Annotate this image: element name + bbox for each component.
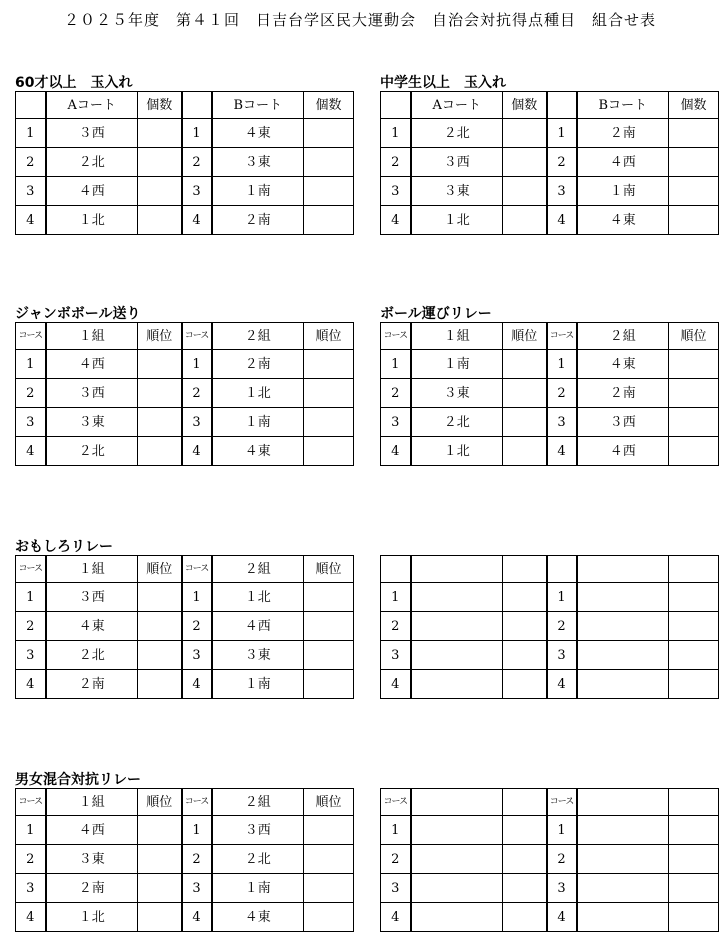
header-cell: [381, 92, 411, 119]
course-number-cell: 3: [16, 177, 46, 206]
team-cell: ４西: [577, 148, 669, 177]
score-cell: [669, 437, 719, 466]
course-number-cell: 4: [16, 437, 46, 466]
header-cell: Bコート: [577, 92, 669, 119]
table-row: [381, 408, 719, 437]
team-cell: [577, 583, 669, 612]
header-cell: コース: [547, 789, 577, 816]
header-cell: Aコート: [46, 92, 138, 119]
course-number-cell: 4: [381, 670, 411, 699]
score-cell: [503, 379, 547, 408]
course-number-cell: 1: [547, 119, 577, 148]
score-cell: [503, 148, 547, 177]
table-row: [16, 874, 354, 903]
header-cell: コース: [182, 556, 212, 583]
table-row: [16, 148, 354, 177]
header-cell: [669, 556, 719, 583]
score-cell: [304, 350, 354, 379]
team-cell: [577, 612, 669, 641]
score-cell: [503, 903, 547, 932]
table-row: [16, 845, 354, 874]
table-row: [381, 379, 719, 408]
team-cell: [411, 903, 503, 932]
pairing-table: [380, 555, 719, 699]
table-row: [381, 119, 719, 148]
course-number-cell: 2: [381, 379, 411, 408]
table-header-row: [381, 556, 719, 583]
header-cell: ２組: [577, 323, 669, 350]
page-title: ２０２５年度 第４１回 日吉台学区民大運動会 自治会対抗得点種目 組合せ表: [63, 11, 656, 29]
course-number-cell: 3: [547, 641, 577, 670]
header-cell: 個数: [503, 92, 547, 119]
score-cell: [138, 874, 182, 903]
score-cell: [138, 148, 182, 177]
score-cell: [138, 206, 182, 235]
team-cell: ２南: [46, 874, 138, 903]
table-header-row: [16, 789, 354, 816]
course-number-cell: 1: [547, 350, 577, 379]
team-cell: [411, 641, 503, 670]
table-row: [381, 816, 719, 845]
table-header-row: [16, 556, 354, 583]
team-cell: ３東: [411, 379, 503, 408]
course-number-cell: 2: [16, 148, 46, 177]
score-cell: [503, 350, 547, 379]
course-number-cell: 2: [182, 379, 212, 408]
score-cell: [304, 816, 354, 845]
header-cell: １組: [46, 556, 138, 583]
score-cell: [304, 148, 354, 177]
table-row: [16, 641, 354, 670]
course-number-cell: 3: [182, 641, 212, 670]
score-cell: [503, 177, 547, 206]
team-cell: ３西: [46, 119, 138, 148]
header-cell: [381, 556, 411, 583]
score-cell: [503, 437, 547, 466]
course-number-cell: 3: [16, 641, 46, 670]
table-row: [381, 874, 719, 903]
table-row: [16, 408, 354, 437]
table-header-row: [381, 789, 719, 816]
course-number-cell: 3: [182, 177, 212, 206]
team-cell: [411, 612, 503, 641]
team-cell: [411, 845, 503, 874]
course-number-cell: 2: [547, 845, 577, 874]
section-title: 男女混合対抗リレー: [15, 772, 141, 788]
course-number-cell: 1: [16, 583, 46, 612]
score-cell: [138, 177, 182, 206]
course-number-cell: 1: [182, 816, 212, 845]
header-cell: 順位: [138, 556, 182, 583]
score-cell: [304, 437, 354, 466]
score-cell: [503, 119, 547, 148]
header-cell: [577, 789, 669, 816]
pairing-table: [380, 788, 719, 932]
course-number-cell: 2: [547, 379, 577, 408]
course-number-cell: 4: [16, 670, 46, 699]
team-cell: [411, 816, 503, 845]
team-cell: １北: [46, 206, 138, 235]
course-number-cell: 3: [547, 177, 577, 206]
team-cell: １南: [212, 670, 304, 699]
header-cell: [411, 789, 503, 816]
score-cell: [138, 119, 182, 148]
table-row: [381, 437, 719, 466]
course-number-cell: 3: [16, 874, 46, 903]
header-cell: [577, 556, 669, 583]
course-number-cell: 3: [381, 641, 411, 670]
score-cell: [669, 816, 719, 845]
course-number-cell: 2: [381, 148, 411, 177]
header-cell: 順位: [669, 323, 719, 350]
table-row: [381, 612, 719, 641]
score-cell: [669, 641, 719, 670]
score-cell: [304, 903, 354, 932]
score-cell: [503, 874, 547, 903]
team-cell: ３東: [46, 845, 138, 874]
course-number-cell: 4: [182, 903, 212, 932]
course-number-cell: 2: [16, 612, 46, 641]
course-number-cell: 4: [547, 670, 577, 699]
header-cell: Aコート: [411, 92, 503, 119]
table-row: [381, 845, 719, 874]
course-number-cell: 1: [381, 583, 411, 612]
team-cell: ４西: [46, 350, 138, 379]
section-title: ジャンボボール送り: [15, 306, 141, 322]
score-cell: [138, 612, 182, 641]
table-row: [16, 612, 354, 641]
course-number-cell: 2: [547, 612, 577, 641]
course-number-cell: 3: [381, 408, 411, 437]
team-cell: ２南: [577, 119, 669, 148]
table-row: [381, 583, 719, 612]
team-cell: ２北: [212, 845, 304, 874]
pairing-table: [15, 555, 354, 699]
team-cell: [577, 670, 669, 699]
team-cell: [577, 641, 669, 670]
score-cell: [669, 206, 719, 235]
score-cell: [503, 612, 547, 641]
table-header-row: [381, 323, 719, 350]
team-cell: ３西: [46, 379, 138, 408]
score-cell: [669, 670, 719, 699]
score-cell: [503, 670, 547, 699]
score-cell: [669, 177, 719, 206]
score-cell: [138, 641, 182, 670]
table-row: [381, 670, 719, 699]
header-cell: 順位: [304, 556, 354, 583]
score-cell: [138, 583, 182, 612]
course-number-cell: 1: [182, 583, 212, 612]
score-cell: [138, 350, 182, 379]
course-number-cell: 1: [381, 350, 411, 379]
score-cell: [669, 845, 719, 874]
table-row: [16, 437, 354, 466]
header-cell: コース: [16, 789, 46, 816]
team-cell: ２南: [46, 670, 138, 699]
header-cell: １組: [46, 323, 138, 350]
team-cell: ４西: [46, 816, 138, 845]
table-header-row: [16, 323, 354, 350]
course-number-cell: 2: [381, 612, 411, 641]
header-cell: コース: [381, 323, 411, 350]
team-cell: ４西: [46, 177, 138, 206]
course-number-cell: 1: [182, 119, 212, 148]
header-cell: コース: [16, 556, 46, 583]
course-number-cell: 4: [16, 903, 46, 932]
score-cell: [304, 408, 354, 437]
team-cell: ３東: [212, 148, 304, 177]
table-row: [16, 903, 354, 932]
header-cell: 個数: [304, 92, 354, 119]
section-title: 60才以上 玉入れ: [15, 75, 133, 91]
course-number-cell: 1: [547, 816, 577, 845]
course-number-cell: 4: [381, 903, 411, 932]
score-cell: [503, 816, 547, 845]
score-cell: [503, 641, 547, 670]
team-cell: ４東: [212, 437, 304, 466]
team-cell: ２北: [46, 148, 138, 177]
header-cell: [547, 556, 577, 583]
course-number-cell: 3: [182, 408, 212, 437]
table-row: [16, 670, 354, 699]
course-number-cell: 4: [182, 437, 212, 466]
header-cell: [503, 789, 547, 816]
pairing-table: [380, 91, 719, 235]
team-cell: [577, 903, 669, 932]
score-cell: [138, 379, 182, 408]
team-cell: ４西: [577, 437, 669, 466]
header-cell: 順位: [138, 789, 182, 816]
team-cell: １南: [212, 874, 304, 903]
course-number-cell: 1: [547, 583, 577, 612]
course-number-cell: 2: [547, 148, 577, 177]
score-cell: [138, 845, 182, 874]
score-cell: [304, 670, 354, 699]
header-cell: 順位: [503, 323, 547, 350]
team-cell: [577, 874, 669, 903]
course-number-cell: 1: [182, 350, 212, 379]
pairing-table: [15, 788, 354, 932]
score-cell: [669, 350, 719, 379]
header-cell: [16, 92, 46, 119]
header-cell: 個数: [138, 92, 182, 119]
team-cell: ４東: [212, 903, 304, 932]
table-header-row: [16, 92, 354, 119]
score-cell: [503, 583, 547, 612]
section-title: おもしろリレー: [15, 539, 113, 555]
pairing-table: [15, 322, 354, 466]
score-cell: [669, 408, 719, 437]
score-cell: [304, 119, 354, 148]
section-title: ボール運びリレー: [380, 306, 492, 322]
team-cell: ４東: [577, 206, 669, 235]
header-cell: ２組: [212, 789, 304, 816]
score-cell: [138, 408, 182, 437]
table-row: [381, 641, 719, 670]
score-cell: [138, 437, 182, 466]
header-cell: [669, 789, 719, 816]
team-cell: １北: [411, 206, 503, 235]
pairing-table: [380, 322, 719, 466]
team-cell: ４東: [46, 612, 138, 641]
table-row: [381, 206, 719, 235]
header-cell: コース: [182, 323, 212, 350]
header-cell: コース: [16, 323, 46, 350]
score-cell: [304, 612, 354, 641]
team-cell: ３西: [577, 408, 669, 437]
team-cell: ２南: [577, 379, 669, 408]
pairing-table: [15, 91, 354, 235]
course-number-cell: 1: [381, 119, 411, 148]
table-row: [16, 206, 354, 235]
header-cell: [547, 92, 577, 119]
header-cell: 順位: [304, 323, 354, 350]
header-cell: ２組: [212, 556, 304, 583]
table-row: [16, 350, 354, 379]
header-cell: [182, 92, 212, 119]
team-cell: １南: [411, 350, 503, 379]
score-cell: [138, 903, 182, 932]
course-number-cell: 3: [16, 408, 46, 437]
team-cell: ４西: [212, 612, 304, 641]
score-cell: [669, 119, 719, 148]
team-cell: ２南: [212, 206, 304, 235]
course-number-cell: 4: [547, 206, 577, 235]
score-cell: [304, 583, 354, 612]
score-cell: [669, 148, 719, 177]
course-number-cell: 4: [547, 903, 577, 932]
table-row: [16, 583, 354, 612]
header-cell: [503, 556, 547, 583]
table-row: [16, 177, 354, 206]
table-row: [381, 903, 719, 932]
course-number-cell: 2: [16, 845, 46, 874]
table-row: [381, 177, 719, 206]
team-cell: ３東: [212, 641, 304, 670]
team-cell: ３西: [212, 816, 304, 845]
team-cell: １北: [411, 437, 503, 466]
course-number-cell: 2: [182, 845, 212, 874]
score-cell: [304, 379, 354, 408]
course-number-cell: 2: [182, 148, 212, 177]
team-cell: ２南: [212, 350, 304, 379]
team-cell: ３西: [46, 583, 138, 612]
team-cell: ２北: [46, 437, 138, 466]
header-cell: 順位: [304, 789, 354, 816]
score-cell: [503, 845, 547, 874]
score-cell: [138, 816, 182, 845]
header-cell: ２組: [212, 323, 304, 350]
score-cell: [304, 845, 354, 874]
score-cell: [304, 874, 354, 903]
team-cell: [411, 583, 503, 612]
table-row: [381, 148, 719, 177]
course-number-cell: 3: [547, 408, 577, 437]
team-cell: ３東: [411, 177, 503, 206]
team-cell: １南: [577, 177, 669, 206]
score-cell: [503, 408, 547, 437]
team-cell: [577, 816, 669, 845]
team-cell: [577, 845, 669, 874]
score-cell: [503, 206, 547, 235]
team-cell: ２北: [411, 119, 503, 148]
course-number-cell: 2: [381, 845, 411, 874]
course-number-cell: 4: [182, 206, 212, 235]
score-cell: [669, 583, 719, 612]
course-number-cell: 3: [547, 874, 577, 903]
course-number-cell: 1: [16, 119, 46, 148]
header-cell: 個数: [669, 92, 719, 119]
score-cell: [304, 206, 354, 235]
header-cell: １組: [46, 789, 138, 816]
header-cell: Bコート: [212, 92, 304, 119]
header-cell: コース: [182, 789, 212, 816]
table-row: [16, 379, 354, 408]
score-cell: [669, 874, 719, 903]
header-cell: コース: [381, 789, 411, 816]
team-cell: １南: [212, 177, 304, 206]
team-cell: １北: [46, 903, 138, 932]
table-row: [381, 350, 719, 379]
course-number-cell: 4: [182, 670, 212, 699]
course-number-cell: 3: [182, 874, 212, 903]
course-number-cell: 3: [381, 874, 411, 903]
score-cell: [138, 670, 182, 699]
team-cell: ３東: [46, 408, 138, 437]
course-number-cell: 4: [547, 437, 577, 466]
course-number-cell: 2: [182, 612, 212, 641]
team-cell: ４東: [212, 119, 304, 148]
course-number-cell: 3: [381, 177, 411, 206]
header-cell: コース: [547, 323, 577, 350]
header-cell: 順位: [138, 323, 182, 350]
team-cell: ４東: [577, 350, 669, 379]
score-cell: [669, 903, 719, 932]
table-row: [16, 119, 354, 148]
score-cell: [304, 641, 354, 670]
header-cell: １組: [411, 323, 503, 350]
team-cell: １南: [212, 408, 304, 437]
score-cell: [669, 612, 719, 641]
score-cell: [669, 379, 719, 408]
course-number-cell: 1: [16, 350, 46, 379]
team-cell: [411, 874, 503, 903]
team-cell: ２北: [46, 641, 138, 670]
header-cell: [411, 556, 503, 583]
section-title: 中学生以上 玉入れ: [380, 75, 506, 91]
table-row: [16, 816, 354, 845]
score-cell: [304, 177, 354, 206]
table-header-row: [381, 92, 719, 119]
course-number-cell: 1: [16, 816, 46, 845]
course-number-cell: 4: [381, 206, 411, 235]
course-number-cell: 2: [16, 379, 46, 408]
team-cell: ２北: [411, 408, 503, 437]
course-number-cell: 4: [381, 437, 411, 466]
team-cell: １北: [212, 379, 304, 408]
course-number-cell: 1: [381, 816, 411, 845]
team-cell: ３西: [411, 148, 503, 177]
team-cell: １北: [212, 583, 304, 612]
team-cell: [411, 670, 503, 699]
course-number-cell: 4: [16, 206, 46, 235]
